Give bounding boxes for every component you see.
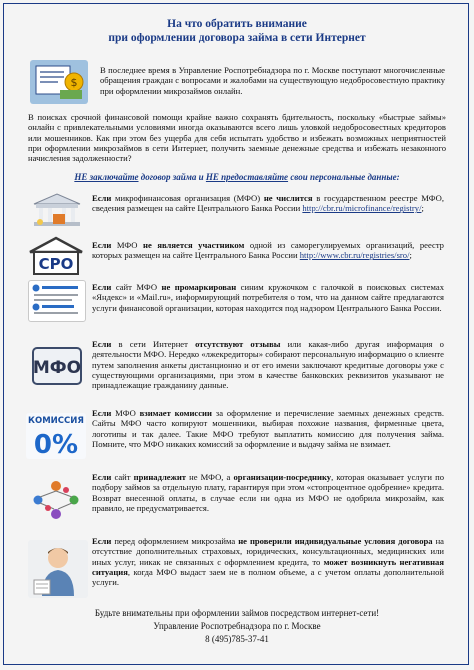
item-1-registry-link[interactable]: http://cbr.ru/microfinance/registry/ [302, 203, 422, 214]
item-3-bold: не промаркирован [161, 282, 237, 292]
item-1-text [92, 193, 444, 214]
item-5-text-a: МФО [111, 408, 140, 418]
item-1-lead: Если [92, 193, 112, 203]
item-5-lead: Если [92, 408, 112, 418]
document-title-line1: На что обратить внимание [167, 18, 307, 30]
people-network-icon [28, 478, 84, 524]
intro-paragraph-2: В поисках срочной финансовой помощи крайне важно сохранять бдительность, поскольку «быстрые займы» онлайн с привлекательными условиями иногда оказываются всего лишь уловкой недобросовестных кредиторов или мошенников. Как при этом без ущерба для себя испытать удобство и избежать возможных неприятностей при оформлении микрозаймов в сети Интернет, получить заемные денежные средства и избежать незаконного начисления задолженности? [28, 112, 446, 164]
item-7-text-a: перед оформлением микрозайма [111, 536, 239, 546]
item-6-text-b: не МФО, а [186, 472, 234, 482]
item-7-text-b: на отсутствие дополнительных страховых, юридических, консультационных, медицинских или иных услуг, никак не связанных с оформлением кредита, то [92, 536, 444, 567]
subtitle-not-conclude: НЕ заключайте [74, 172, 139, 182]
item-6-text [92, 472, 444, 513]
item-6-text-a: сайт [111, 472, 134, 482]
commission-icon [26, 413, 86, 459]
item-4-bold: отсутствуют отзывы [195, 339, 281, 349]
person-thinking-icon [28, 540, 88, 598]
mfo-label: МФО [32, 358, 82, 378]
item-6-lead: Если [92, 472, 112, 482]
cpo-label: СРО [38, 255, 74, 273]
item-4-lead: Если [92, 339, 112, 349]
footer-organization: Управление Роспотребнадзора по г. Москве [153, 621, 321, 631]
item-3-lead: Если [92, 282, 112, 292]
subtitle-end: свои персональные данные: [288, 172, 400, 182]
commission-label: КОМИССИЯ [28, 416, 84, 426]
zero-percent-label: 0% [33, 430, 79, 459]
item-5-bold: взимает комиссии [139, 408, 212, 418]
item-2-sro-link[interactable]: http://www.cbr.ru/registries/sro/ [299, 250, 410, 261]
item-2-bold: не является участником [143, 240, 245, 250]
item-7-text [92, 536, 444, 587]
item-2-text-b: одной из саморегулируемых организаций, реестр которых размещен на сайте Центрального Банка России [92, 240, 444, 261]
subtitle-not-provide: НЕ предоставляйте [205, 172, 289, 182]
svg-text:$: $ [70, 76, 78, 89]
warning-subtitle [0, 172, 474, 182]
item-6-text-c: , которая оказывает услуги по подбору займов за отдельную плату, гарантируя при этом «стопроцентное одобрение» кредита. Возврат внесенной оплаты, в случае если ни одна из МФО не одобрила микрозайм, как правило, не предусматривается. [92, 472, 445, 513]
mfo-stamp-icon [30, 345, 84, 387]
item-4-text [92, 339, 444, 390]
item-4-text-b: или какая-либо другая информация о деятельности МФО. Нередко «лжекредиторы» собирают персональную информацию о клиенте путем заполнения анкеты дистанционно и от его имени заключают кредитные договоры уже с существующими организациями, при этом в качестве банковских реквизитов указывают не принадлежащие гражданину данные. [92, 339, 444, 391]
footer-phone: 8 (495)785-37-41 [205, 634, 269, 644]
item-1-text-b: в государственном реестре МФО, сведения размещен на сайте Центрального Банка России [92, 193, 445, 214]
footer-warning: Будьте внимательны при оформлении займов посредством интернет-сети! [94, 608, 380, 618]
item-2-text-a: МФО [111, 240, 144, 250]
item-3-text-a: сайт МФО [111, 282, 162, 292]
item-5-text-b: за оформление и перечисление заемных денежных средств. Сайты МФО часто копируют мошенники, выбирая похожие названия, фирменные цвета, логотипы и так далее. Такие МФО требуют выплатить комиссию для получения займа. Помните, что МФО никаких комиссий за оформление и выдачу займа не взимает. [92, 408, 444, 449]
document-money-icon [30, 60, 88, 104]
item-7-bold-2: может возникнуть негативная ситуация [92, 556, 444, 577]
item-3-text [92, 282, 444, 313]
subtitle-mid: договор займа и [138, 172, 206, 182]
bank-building-icon [28, 192, 86, 228]
item-7-lead: Если [92, 536, 112, 546]
item-6-bold: принадлежит [133, 472, 186, 482]
item-2-lead: Если [92, 240, 112, 250]
item-4-text-a: в сети Интернет [111, 339, 196, 349]
item-6-bold-2: организации-посреднику [233, 472, 332, 482]
item-5-text [92, 408, 444, 449]
document-title-line2: при оформлении договора займа в сети Интернет [108, 32, 366, 44]
item-7-text-c: , когда МФО выдаст заем не в полном объеме, а с учетом оплаты дополнительной услуги. [92, 566, 444, 588]
item-1-bold: не числится [263, 193, 313, 203]
cpo-house-icon [26, 236, 86, 276]
item-1-text-a: микрофинансовая организация (МФО) [111, 193, 264, 203]
search-results-icon [28, 280, 86, 322]
item-1-text-c: ; [421, 203, 424, 214]
item-3-text-b: синим кружочком с галочкой в поисковых системах «Яндекс» и «Mail.ru», информирующий потребителя о том, что на данном сайте предлагаются услуги финансовой организации, которая находится под надзором Центрального Банка России. [92, 282, 444, 313]
intro-paragraph-1: В последнее время в Управление Роспотребнадзора по г. Москве поступают многочисленные обращения граждан с вопросами и жалобами на существующую недобросовестную практику при оформлении микрозаймов онлайн. [100, 65, 445, 96]
item-7-bold: не проверили индивидуальные условия договора [238, 536, 433, 546]
item-2-text-c: ; [409, 250, 412, 261]
item-2-text [92, 240, 444, 261]
